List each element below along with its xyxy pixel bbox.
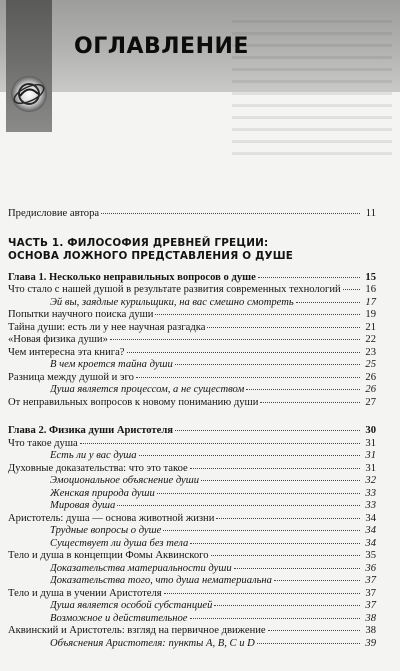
dot-leader [155,314,360,315]
entry-label: Эй вы, заядлые курильщики, на вас смешно смотреть [50,296,294,308]
dot-leader [175,364,360,365]
entry-page: 31 [365,450,376,461]
entry-page: 36 [365,562,376,574]
entry-page: 17 [365,296,376,308]
entry-page: 38 [365,612,376,624]
dot-leader [216,518,360,519]
toc-entry[interactable] [8,625,376,638]
toc-subentry[interactable] [8,297,376,310]
toc-entry[interactable] [8,284,376,297]
toc-subentry[interactable] [8,450,376,463]
entry-label: Глава 2. Физика души Аристотеля [8,425,173,436]
dot-leader [260,402,360,403]
dot-leader [234,568,360,569]
entry-label: Возможное и действительное [50,612,188,624]
entry-label: Есть ли у вас душа [50,450,137,461]
part-heading-line: ЧАСТЬ 1. ФИЛОСОФИЯ ДРЕВНЕЙ ГРЕЦИИ: [8,236,269,249]
toc-entry[interactable] [8,347,376,360]
entry-page: 11 [365,208,376,219]
toc-chapter-2[interactable] [8,425,376,438]
toc-entry[interactable] [8,334,376,347]
entry-page: 33 [365,487,376,499]
toc-entry[interactable] [8,309,376,322]
entry-label: От неправильных вопросов к новому пониманию души [8,396,259,408]
entry-label: Чем интересна эта книга? [8,346,125,358]
toc-subentry[interactable] [8,538,376,551]
entry-label: Тело и душа в учении Аристотеля [8,587,162,599]
entry-label: Духовные доказательства: что это такое [8,462,188,474]
entry-page: 31 [365,462,376,474]
toc-subentry[interactable] [8,359,376,372]
dot-leader [343,289,360,290]
entry-label: Душа является особой субстанцией [50,600,213,611]
toc-subentry[interactable] [8,638,376,651]
entry-label: Эмоциональное объяснение души [50,475,200,486]
dot-leader [190,468,360,469]
toc-entry[interactable] [8,322,376,335]
entry-label: Доказательства материальности души [50,562,232,574]
entry-label: Женская природа души [50,487,155,499]
emblem-strip [6,0,52,132]
dot-leader [246,389,360,390]
entry-page: 26 [365,371,376,383]
entry-page: 35 [365,550,376,561]
dot-leader [258,277,360,278]
dot-leader [201,480,360,481]
entry-page: 30 [365,425,376,436]
entry-page: 38 [365,625,376,636]
entry-label: «Новая физика души» [8,334,108,345]
entry-page: 16 [365,284,376,295]
toc-subentry[interactable] [8,525,376,538]
entry-page: 26 [365,384,376,395]
dot-leader [80,443,360,444]
entry-page: 34 [365,512,376,524]
entry-label: Мировая душа [50,500,116,511]
entry-page: 23 [365,346,376,358]
entry-label: Аквинский и Аристотель: взгляд на первичное движение [8,625,266,636]
entry-page: 34 [365,525,376,536]
toc-subentry[interactable] [8,384,376,397]
entry-page: 39 [365,637,376,649]
dot-leader [101,213,360,214]
table-of-contents [8,208,376,650]
dot-leader [190,543,360,544]
dot-leader [110,339,360,340]
dot-leader [296,302,360,303]
toc-subentry[interactable] [8,488,376,501]
toc-entry[interactable] [8,372,376,385]
entry-label: Глава 1. Несколько неправильных вопросов о душе [8,271,256,283]
toc-preface[interactable] [8,208,376,221]
dot-leader [136,377,360,378]
entry-page: 31 [365,437,376,449]
dot-leader [274,580,360,581]
entry-label: Душа является процессом, а не существом [50,384,245,395]
dot-leader [190,618,360,619]
entry-label: Попытки научного поиска души [8,309,154,320]
toc-chapter-1[interactable] [8,272,376,285]
entry-page: 25 [365,359,376,370]
entry-page: 27 [365,396,376,408]
page-title: ОГЛАВЛЕНИЕ [74,34,249,59]
entry-page: 15 [365,271,376,283]
toc-entry[interactable] [8,463,376,476]
entry-page: 32 [365,475,376,486]
toc-subentry[interactable] [8,500,376,513]
entry-label: Что стало с нашей душой в результате развития современных технологий [8,284,341,295]
dot-leader [164,593,360,594]
emblem-icon [8,72,50,116]
entry-label: Доказательства того, что душа нематериальна [50,575,272,586]
dot-leader [214,605,360,606]
entry-label: Существует ли душа без тела [50,537,189,549]
toc-subentry[interactable] [8,563,376,576]
dot-leader [163,530,360,531]
dot-leader [257,643,360,644]
toc-entry[interactable] [8,397,376,410]
chapter-2-entries [8,438,376,651]
chapter-1-entries [8,284,376,409]
entry-label: Тело и душа в концепции Фомы Аквинского [8,550,209,561]
dot-leader [211,555,361,556]
entry-page: 19 [365,309,376,320]
dot-leader [157,493,360,494]
entry-label: Предисловие автора [8,208,100,219]
entry-page: 37 [365,600,376,611]
entry-page: 37 [365,587,376,599]
dot-leader [175,430,360,431]
entry-label: Аристотель: душа — основа животной жизни [8,512,215,524]
dot-leader [117,505,360,506]
part-heading [8,237,376,263]
toc-subentry[interactable] [8,475,376,488]
entry-page: 37 [365,575,376,586]
toc-subentry[interactable] [8,600,376,613]
toc-entry[interactable] [8,513,376,526]
dot-leader [207,327,360,328]
toc-subentry[interactable] [8,575,376,588]
toc-subentry[interactable] [8,613,376,626]
entry-page: 33 [365,500,376,511]
entry-label: Тайна души: есть ли у нее научная разгадка [8,321,206,333]
entry-page: 22 [365,334,376,345]
toc-entry[interactable] [8,438,376,451]
entry-label: Что такое душа [8,437,78,449]
toc-entry[interactable] [8,550,376,563]
bleed-through-text [232,20,392,195]
entry-label: Трудные вопросы о душе [50,525,162,536]
toc-entry[interactable] [8,588,376,601]
dot-leader [268,630,360,631]
dot-leader [139,455,360,456]
entry-page: 21 [365,321,376,333]
part-heading-line: ОСНОВА ЛОЖНОГО ПРЕДСТАВЛЕНИЯ О ДУШЕ [8,249,294,262]
dot-leader [127,352,361,353]
entry-label: В чем кроется тайна души [50,359,173,370]
entry-label: Объяснения Аристотеля: пункты A, B, C и D [50,637,255,649]
entry-page: 34 [365,537,376,549]
entry-label: Разница между душой и эго [8,371,134,383]
